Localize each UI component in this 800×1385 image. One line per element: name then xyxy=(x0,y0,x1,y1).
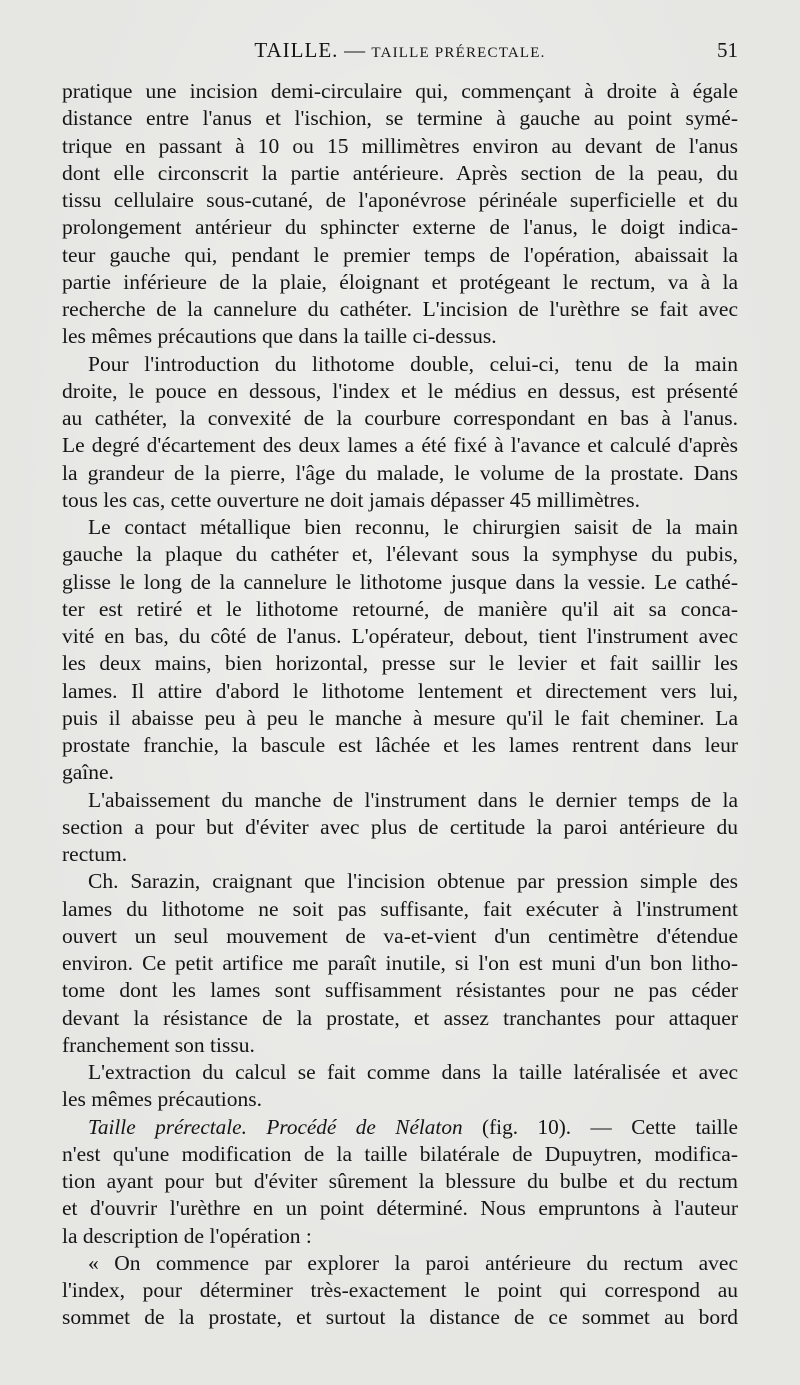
text-line xyxy=(62,1059,738,1086)
line-text: partie inférieure de la plaie, éloignant et protégeant le rectum, va à la xyxy=(62,269,738,294)
running-title-separator: — xyxy=(338,38,372,62)
text-line xyxy=(62,351,738,378)
text-line xyxy=(62,977,738,1004)
line-text: Pour l'introduction du lithotome double, celui-ci, tenu de la main xyxy=(88,351,738,376)
text-line xyxy=(62,133,738,160)
line-text: prolongement antérieur du sphincter externe de l'anus, le doigt indica- xyxy=(62,215,738,240)
text-line xyxy=(62,460,738,487)
line-text: teur gauche qui, pendant le premier temps de l'opération, abaissait la xyxy=(62,242,738,267)
text-line xyxy=(62,78,738,105)
running-title-main: TAILLE. xyxy=(254,38,339,62)
text-line xyxy=(62,1032,738,1059)
text-line xyxy=(62,1168,738,1195)
line-text: franchement son tissu. xyxy=(62,1032,255,1057)
line-text: pratique une incision demi-circulaire qui, commençant à droite à égale xyxy=(62,79,738,103)
body-text xyxy=(62,78,738,1332)
line-text: section a pour but d'éviter avec plus de certitude la paroi antérieure du xyxy=(62,814,738,839)
line-text: vité en bas, du côté de l'anus. L'opérateur, debout, tient l'instrument avec xyxy=(62,624,738,648)
text-line xyxy=(62,596,738,623)
text-line xyxy=(62,569,738,596)
line-text: n'est qu'une modification de la taille bilatérale de Dupuytren, modifica- xyxy=(62,1141,738,1166)
text-line xyxy=(62,759,738,786)
text-line xyxy=(62,541,738,568)
text-line xyxy=(62,1141,738,1168)
page-header xyxy=(62,36,738,66)
text-line xyxy=(62,950,738,977)
text-line xyxy=(62,105,738,132)
line-text: tion ayant pour but d'éviter sûrement la blessure du bulbe et du rectum xyxy=(62,1169,738,1193)
page-number: 51 xyxy=(717,38,738,62)
text-line xyxy=(62,432,738,459)
text-line xyxy=(62,1114,738,1141)
text-line xyxy=(62,623,738,650)
line-text: prostate franchie, la bascule est lâchée et les lames rentrent dans leur xyxy=(62,733,738,757)
line-text: gaîne. xyxy=(62,760,114,785)
text-line xyxy=(62,732,738,759)
line-text: les mêmes précautions. xyxy=(62,1087,263,1112)
text-line xyxy=(62,160,738,187)
text-line xyxy=(62,1005,738,1032)
line-text: Le degré d'écartement des deux lames a été fixé à l'avance et calculé d'après xyxy=(62,433,738,458)
running-title xyxy=(62,38,738,63)
line-text: Ch. Sarazin, craignant que l'incision obtenue par pression simple des xyxy=(88,869,738,894)
text-line xyxy=(62,514,738,541)
text-line xyxy=(62,187,738,214)
line-text: dont elle circonscrit la partie antérieure. Après section de la peau, du xyxy=(62,160,738,185)
line-text: l'index, pour déterminer très-exactement le point qui correspond au xyxy=(62,1278,738,1302)
line-text: les mêmes précautions que dans la taille ci-dessus. xyxy=(62,324,497,349)
italic-heading: Taille prérectale. Procédé de Nélaton xyxy=(88,1114,463,1139)
line-text: distance entre l'anus et l'ischion, se termine à gauche au point symé- xyxy=(62,106,738,131)
line-text: L'extraction du calcul se fait comme dans la taille latéralisée et avec xyxy=(88,1060,738,1084)
line-text: L'abaissement du manche de l'instrument dans le dernier temps de la xyxy=(88,787,738,812)
text-line xyxy=(62,323,738,350)
line-text: Le contact métallique bien reconnu, le chirurgien saisit de la main xyxy=(88,515,738,539)
line-text: environ. Ce petit artifice me paraît inutile, si l'on est muni d'un bon litho- xyxy=(62,951,738,975)
line-text: les deux mains, bien horizontal, presse sur le levier et fait saillir les xyxy=(62,651,738,676)
text-line xyxy=(62,841,738,868)
line-text: puis il abaisse peu à peu le manche à mesure qu'il le fait cheminer. La xyxy=(62,705,738,730)
line-text: et d'ouvrir l'urèthre en un point déterminé. Nous empruntons à l'auteur xyxy=(62,1196,738,1221)
line-text: lames du lithotome ne soit pas suffisante, fait exécuter à l'instrument xyxy=(62,896,738,921)
running-title-sub: TAILLE PRÉRECTALE. xyxy=(371,45,546,61)
text-line xyxy=(62,868,738,895)
line-text: la grandeur de la pierre, l'âge du malade, le volume de la prostate. Dans xyxy=(62,460,738,485)
line-text: la description de l'opération : xyxy=(62,1223,312,1248)
line-text: au cathéter, la convexité de la courbure correspondant en bas à l'anus. xyxy=(62,406,738,430)
line-text: tome dont les lames sont suffisamment résistantes pour ne pas céder xyxy=(62,978,738,1003)
line-text: « On commence par explorer la paroi antérieure du rectum avec xyxy=(88,1250,738,1275)
line-text: trique en passant à 10 ou 15 millimètres environ au devant de l'anus xyxy=(62,133,738,158)
text-line xyxy=(62,1277,738,1304)
line-text: devant la résistance de la prostate, et assez tranchantes pour attaquer xyxy=(62,1005,738,1030)
text-line xyxy=(62,1195,738,1222)
text-line xyxy=(62,242,738,269)
text-line xyxy=(62,896,738,923)
line-text: sommet de la prostate, et surtout la distance de ce sommet au bord xyxy=(62,1305,738,1330)
text-line xyxy=(62,705,738,732)
text-line xyxy=(62,787,738,814)
line-text: tissu cellulaire sous-cutané, de l'aponévrose périnéale superficielle et du xyxy=(62,188,738,212)
line-text: (fig. 10). — Cette taille xyxy=(462,1114,738,1139)
text-line xyxy=(62,1086,738,1113)
text-line xyxy=(62,814,738,841)
line-text: tous les cas, cette ouverture ne doit jamais dépasser 45 millimètres. xyxy=(62,487,640,512)
text-line xyxy=(62,923,738,950)
text-line xyxy=(62,1304,738,1331)
line-text: rectum. xyxy=(62,842,128,866)
line-text: droite, le pouce en dessous, l'index et le médius en dessus, est présenté xyxy=(62,378,738,403)
text-line xyxy=(62,678,738,705)
line-text: recherche de la cannelure du cathéter. L'incision de l'urèthre se fait avec xyxy=(62,297,738,321)
text-line xyxy=(62,378,738,405)
text-line xyxy=(62,487,738,514)
text-line xyxy=(62,405,738,432)
line-text: lames. Il attire d'abord le lithotome lentement et directement vers lui, xyxy=(62,678,738,703)
text-line xyxy=(62,214,738,241)
line-text: gauche la plaque du cathéter et, l'élevant sous la symphyse du pubis, xyxy=(62,542,738,567)
text-line xyxy=(62,269,738,296)
text-line xyxy=(62,296,738,323)
text-line xyxy=(62,1223,738,1250)
line-text: ouvert un seul mouvement de va-et-vient d'un centimètre d'étendue xyxy=(62,923,738,948)
line-text: glisse le long de la cannelure le lithotome jusque dans la vessie. Le cathé- xyxy=(62,569,738,594)
text-line xyxy=(62,1250,738,1277)
line-text: ter est retiré et le lithotome retourné, de manière qu'il ait sa conca- xyxy=(62,596,738,621)
text-line xyxy=(62,650,738,677)
